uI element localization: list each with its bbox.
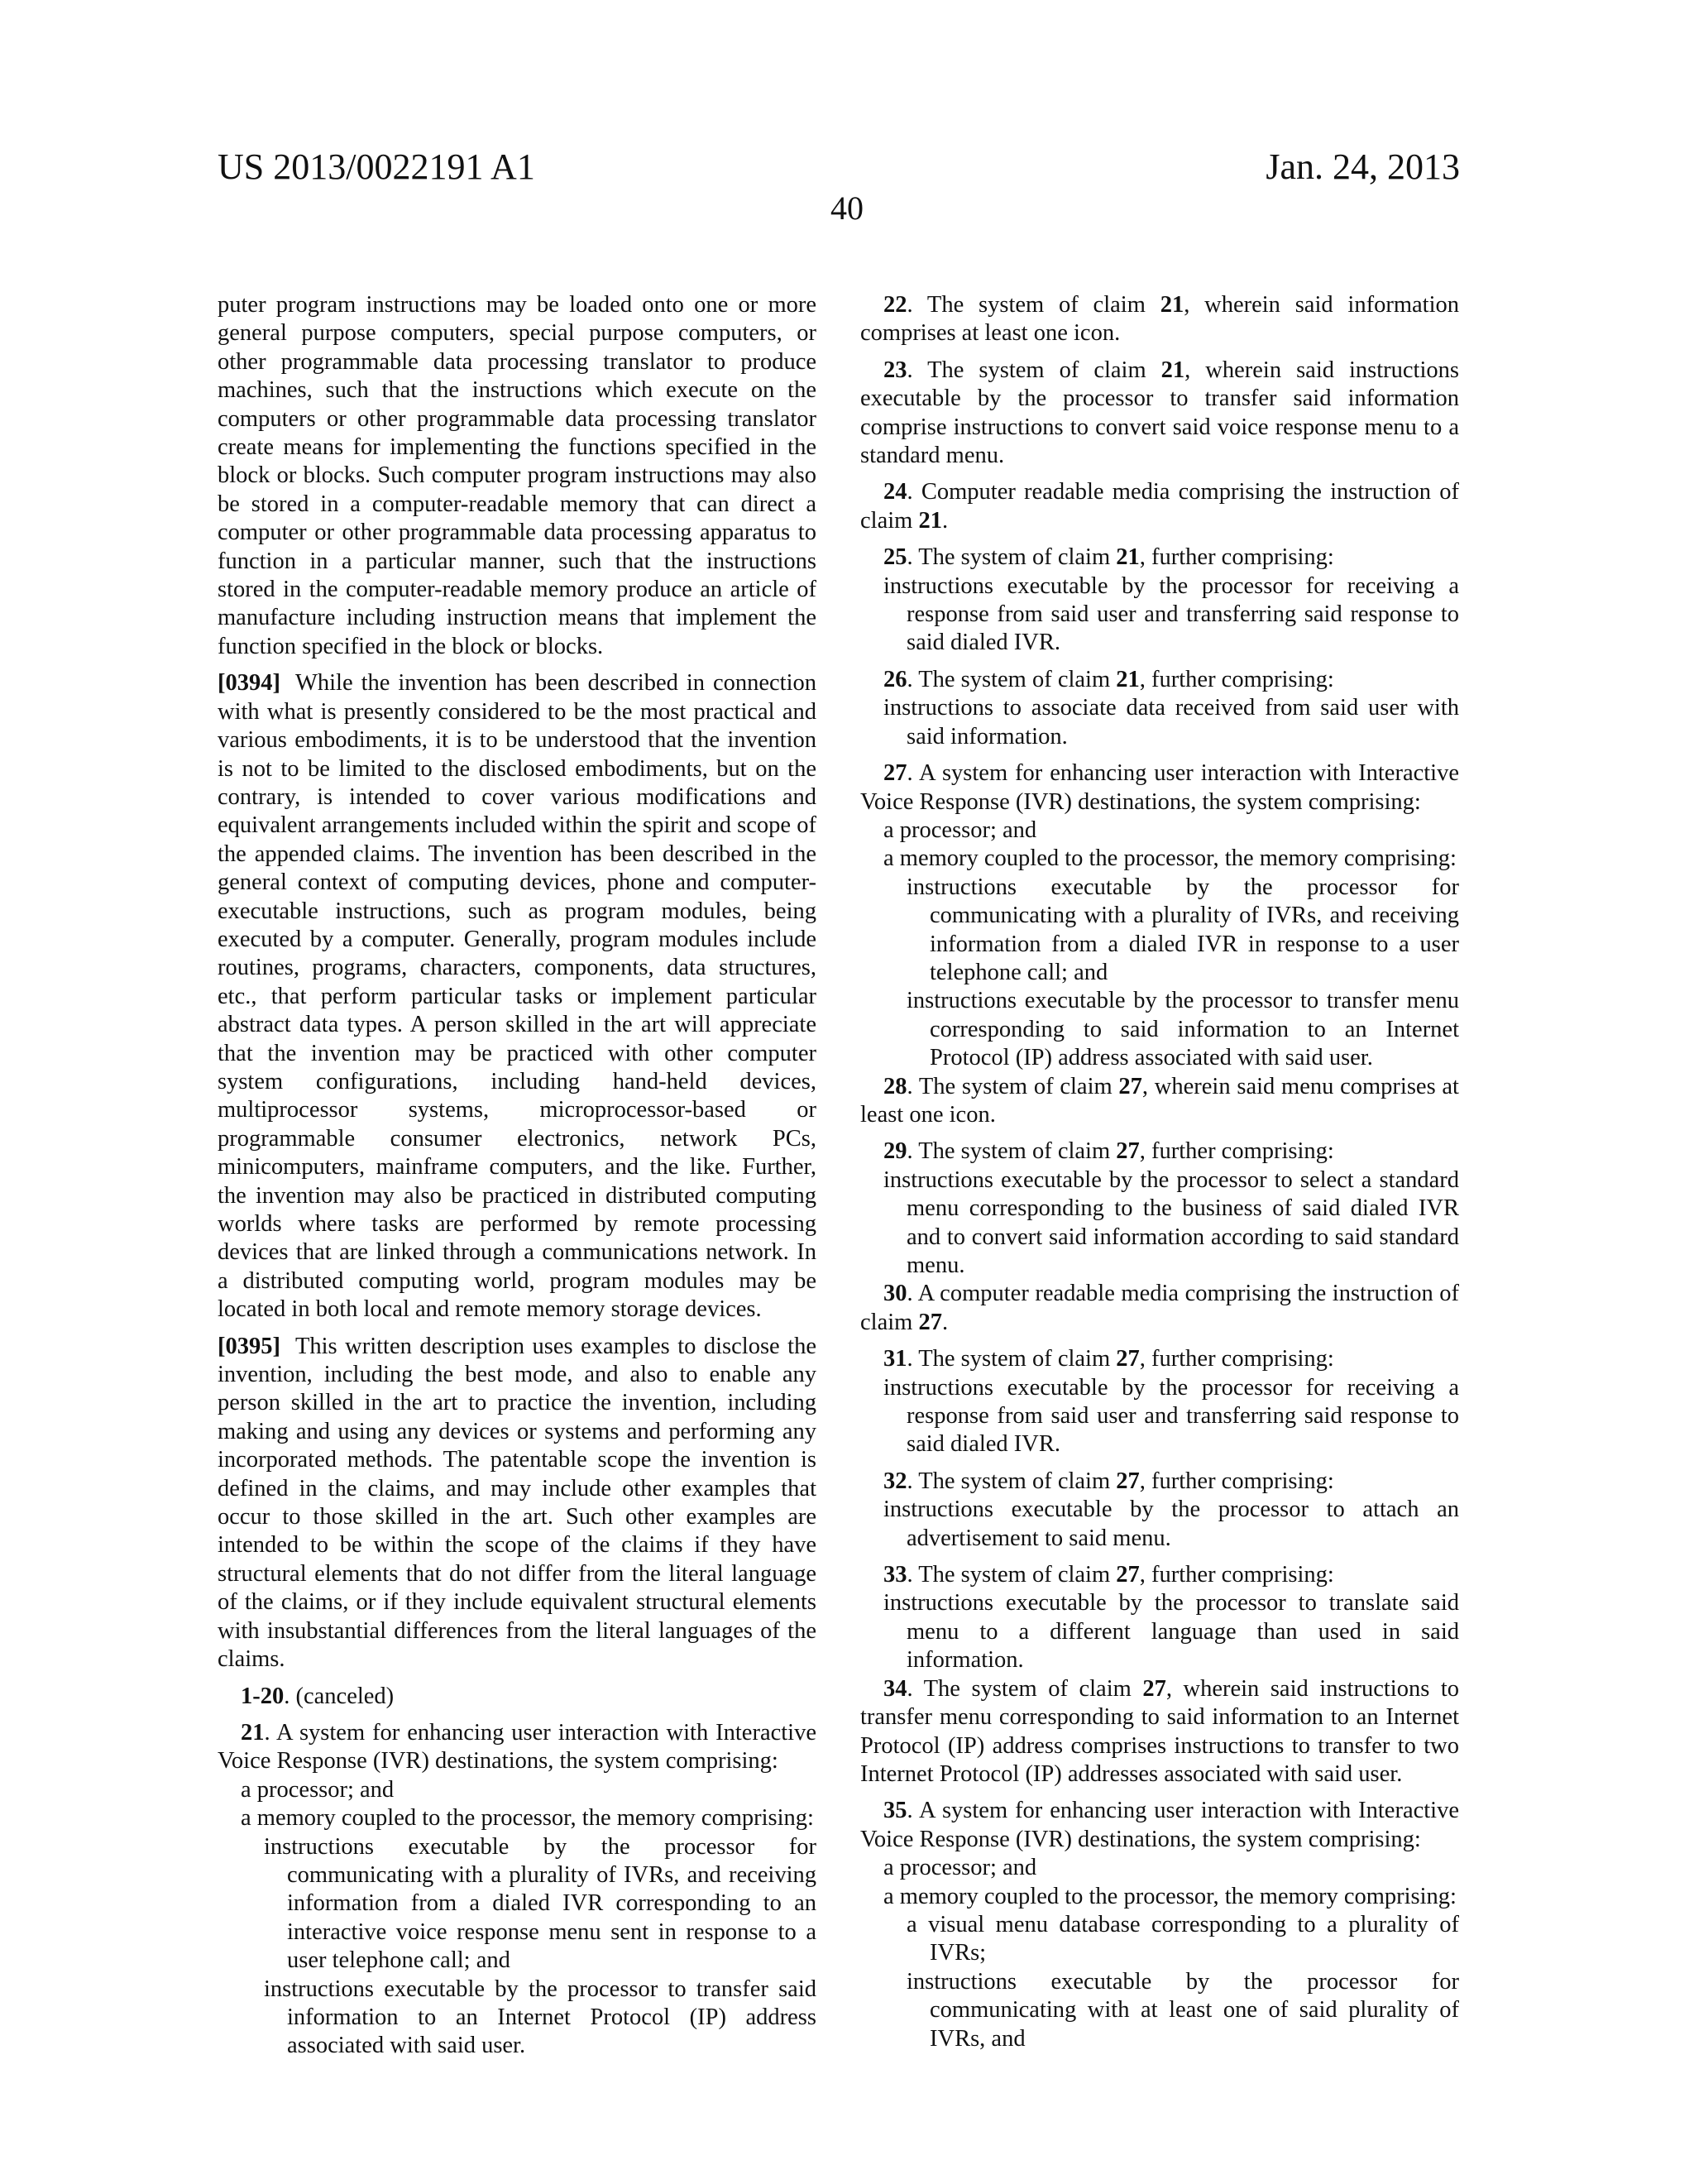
claim-number: 30	[883, 1281, 907, 1307]
claim-text: . (canceled)	[284, 1683, 395, 1709]
claim-sub-element: instructions executable by the processor for communicating with a plurality of IVRs, and receiving information from a dialed IVR in response to a user telephone call; and	[907, 874, 1459, 985]
claim-element: instructions executable by the processor to select a standard menu corresponding to the business of said dialed IVR and to convert said information according to said standard menu.	[883, 1166, 1459, 1278]
claim-sub-element: instructions executable by the processor for communicating with a plurality of IVRs, and receiving information from a dialed IVR corresponding to an interactive voice response menu sent in response to a user telephone call; and	[264, 1833, 816, 1974]
claim-reference: 27	[1116, 1468, 1140, 1494]
claim-element: instructions executable by the processor for receiving a response from said user and transferring said response to said dialed IVR.	[883, 572, 1459, 656]
claim-23	[860, 357, 1459, 471]
claim-text: , wherein said menu comprises at least one icon.	[860, 1073, 1459, 1128]
claim-28	[860, 1073, 1459, 1130]
claim-number: 21	[241, 1719, 265, 1746]
claim-element: instructions executable by the processor to attach an advertisement to said menu.	[883, 1497, 1459, 1551]
claim-number: 29	[883, 1138, 907, 1165]
claim-number: 22	[883, 292, 907, 318]
claim-text: . The system of claim	[907, 1675, 1143, 1702]
left-column	[218, 291, 816, 2061]
claim-text: . The system of claim	[907, 1138, 1117, 1165]
claim-text: , further comprising:	[1139, 666, 1334, 692]
claim-number: 24	[883, 479, 907, 505]
claim-30	[860, 1280, 1459, 1337]
claim-text: , wherein said instructions to transfer menu corresponding to said information to an Internet Protocol (IP) address comprises instructions to transfer to two Internet Protocol (IP) addresses associated with said user.	[860, 1675, 1459, 1787]
claim-text: , wherein said information comprises at least one icon.	[860, 292, 1459, 347]
claim-reference: 21	[1160, 292, 1184, 318]
claim-24	[860, 478, 1459, 535]
paragraph-continued: puter program instructions may be loaded onto one or more general purpose computers, special purpose computers, or other programmable data processing translator to produce machines, such that the instructions which execute on the computers or other programmable data processing translator create means for implementing the functions specified in the block or blocks. Such computer program instructions may also be stored in a computer-readable memory that can direct a computer or other programmable data processing apparatus to function in a particular manner, such that the instructions stored in the computer-readable memory produce an article of manufacture including instruction means that implement the function specified in the block or blocks.	[218, 292, 816, 659]
claim-reference: 21	[1116, 544, 1140, 571]
claim-text: , further comprising:	[1139, 544, 1334, 571]
claim-sub-element: instructions executable by the processor to transfer menu corresponding to said information to an Internet Protocol (IP) address associated with said user.	[907, 988, 1459, 1071]
claim-text: . The system of claim	[907, 292, 1160, 318]
claim-number: 26	[883, 666, 907, 692]
claim-reference: 21	[918, 507, 942, 534]
claim-element: a memory coupled to the processor, the memory comprising:	[241, 1805, 814, 1832]
claim-35	[860, 1797, 1459, 2053]
claim-33	[860, 1561, 1459, 1675]
claim-number: 31	[883, 1346, 907, 1372]
claim-text: . The system of claim	[907, 1346, 1117, 1372]
claim-reference: 27	[918, 1309, 942, 1335]
claim-32	[860, 1468, 1459, 1553]
claim-text: . A computer readable media comprising the instruction of claim	[860, 1281, 1459, 1335]
claim-number: 32	[883, 1468, 907, 1494]
claim-25	[860, 544, 1459, 658]
claim-sub-element: instructions executable by the processor for communicating with at least one of said plurality of IVRs, and	[907, 1968, 1459, 2052]
claim-number: 1-20	[241, 1683, 285, 1709]
claim-element: a processor; and	[241, 1776, 395, 1803]
claim-reference: 27	[1116, 1562, 1140, 1588]
claim-number: 25	[883, 544, 907, 571]
claim-31	[860, 1345, 1459, 1459]
claim-element: a processor; and	[883, 817, 1037, 843]
page-number: 40	[830, 189, 864, 227]
claim-text: . Computer readable media comprising the instruction of claim	[860, 479, 1459, 534]
claim-number: 35	[883, 1798, 907, 1824]
paragraph-text: While the invention has been described in connection with what is presently considered to be the most practical and various embodiments, it is to be understood that the invention is not to be limited to the disclosed embodiments, but on the contrary, is intended to cover various modifications and equivalent arrangements included within the spirit and scope of the appended claims. The invention has been described in the general context of computing devices, phone and computer-executable instructions, such as program modules, being executed by a computer. Generally, program modules include routines, programs, characters, components, data structures, etc., that perform particular tasks or implement particular abstract data types. A person skilled in the art will appreciate that the invention may be practiced with other computer system configurations, including hand-held devices, multiprocessor systems, microprocessor-based or programmable consumer electronics, network PCs, minicomputers, mainframe computers, and the like. Further, the invention may also be practiced in distributed computing worlds where tasks are performed by remote processing devices that are linked through a communications network. In a distributed computing world, program modules may be located in both local and remote memory storage devices.	[218, 670, 816, 1323]
claim-26	[860, 666, 1459, 751]
claim-number: 34	[883, 1675, 907, 1702]
paragraph-0394	[218, 669, 816, 1324]
right-column	[860, 291, 1459, 2053]
claim-element: instructions executable by the processor to translate said menu to a different language than used in said information.	[883, 1590, 1459, 1674]
claim-text: . The system of claim	[907, 1562, 1117, 1588]
claim-element: instructions to associate data received from said user with said information.	[883, 695, 1459, 750]
claim-number: 27	[883, 760, 907, 787]
paragraph-number: [0394]	[218, 670, 280, 697]
claim-element: a processor; and	[883, 1855, 1037, 1881]
claim-reference: 27	[1116, 1138, 1140, 1165]
publication-date: Jan. 24, 2013	[1266, 146, 1460, 187]
claim-text: . The system of claim	[907, 1073, 1119, 1099]
claim-text: . The system of claim	[907, 666, 1117, 692]
claim-reference: 27	[1142, 1675, 1166, 1702]
claim-21	[218, 1719, 816, 2061]
claim-22	[860, 291, 1459, 348]
claim-text: . A system for enhancing user interaction with Interactive Voice Response (IVR) destinations, the system comprising:	[218, 1719, 816, 1774]
claim-number: 28	[883, 1073, 907, 1099]
claim-29	[860, 1138, 1459, 1280]
claim-text: . The system of claim	[907, 544, 1117, 571]
claim-element: a memory coupled to the processor, the memory comprising:	[883, 845, 1457, 872]
claim-text: , further comprising:	[1139, 1138, 1334, 1165]
claim-1-20	[218, 1683, 816, 1711]
claim-sub-element: instructions executable by the processor to transfer said information to an Internet Protocol (IP) address associated with said user.	[264, 1976, 816, 2059]
claim-text: .	[941, 1309, 949, 1335]
claim-text: .	[941, 507, 949, 534]
claim-element: instructions executable by the processor for receiving a response from said user and transferring said response to said dialed IVR.	[883, 1374, 1459, 1458]
claim-number: 23	[883, 357, 907, 383]
claim-text: . A system for enhancing user interaction with Interactive Voice Response (IVR) destinations, the system comprising:	[860, 1798, 1459, 1852]
claim-sub-element: a visual menu database corresponding to a plurality of IVRs;	[907, 1911, 1459, 1966]
paragraph-number: [0395]	[218, 1333, 280, 1359]
paragraph-text: This written description uses examples to disclose the invention, including the best mode, and also to enable any person skilled in the art to practice the invention, including making and using any devices or systems and performing any incorporated methods. The patentable scope the invention is defined in the claims, and may include other examples that occur to those skilled in the art. Such other examples are intended to be within the scope of the claims if they have structural elements that do not differ from the literal language of the claims, or if they include equivalent structural elements with insubstantial differences from the literal languages of the claims.	[218, 1333, 816, 1673]
claim-text: , further comprising:	[1139, 1346, 1334, 1372]
claim-text: , wherein said instructions executable by the processor to transfer said information comprise instructions to convert said voice response menu to a standard menu.	[860, 357, 1459, 469]
claim-reference: 27	[1116, 1346, 1140, 1372]
claim-text: . A system for enhancing user interaction with Interactive Voice Response (IVR) destinations, the system comprising:	[860, 760, 1459, 815]
claim-text: . The system of claim	[907, 357, 1161, 383]
claim-text: . The system of claim	[907, 1468, 1117, 1494]
claim-34	[860, 1675, 1459, 1789]
claim-number: 33	[883, 1562, 907, 1588]
claim-27	[860, 759, 1459, 1072]
claim-text: , further comprising:	[1139, 1562, 1334, 1588]
claim-reference: 21	[1160, 357, 1185, 383]
claim-text: , further comprising:	[1139, 1468, 1334, 1494]
publication-number: US 2013/0022191 A1	[218, 146, 535, 187]
claim-element: a memory coupled to the processor, the memory comprising:	[883, 1883, 1457, 1909]
claim-reference: 21	[1116, 666, 1140, 692]
claim-reference: 27	[1118, 1073, 1142, 1099]
paragraph-0395	[218, 1333, 816, 1674]
